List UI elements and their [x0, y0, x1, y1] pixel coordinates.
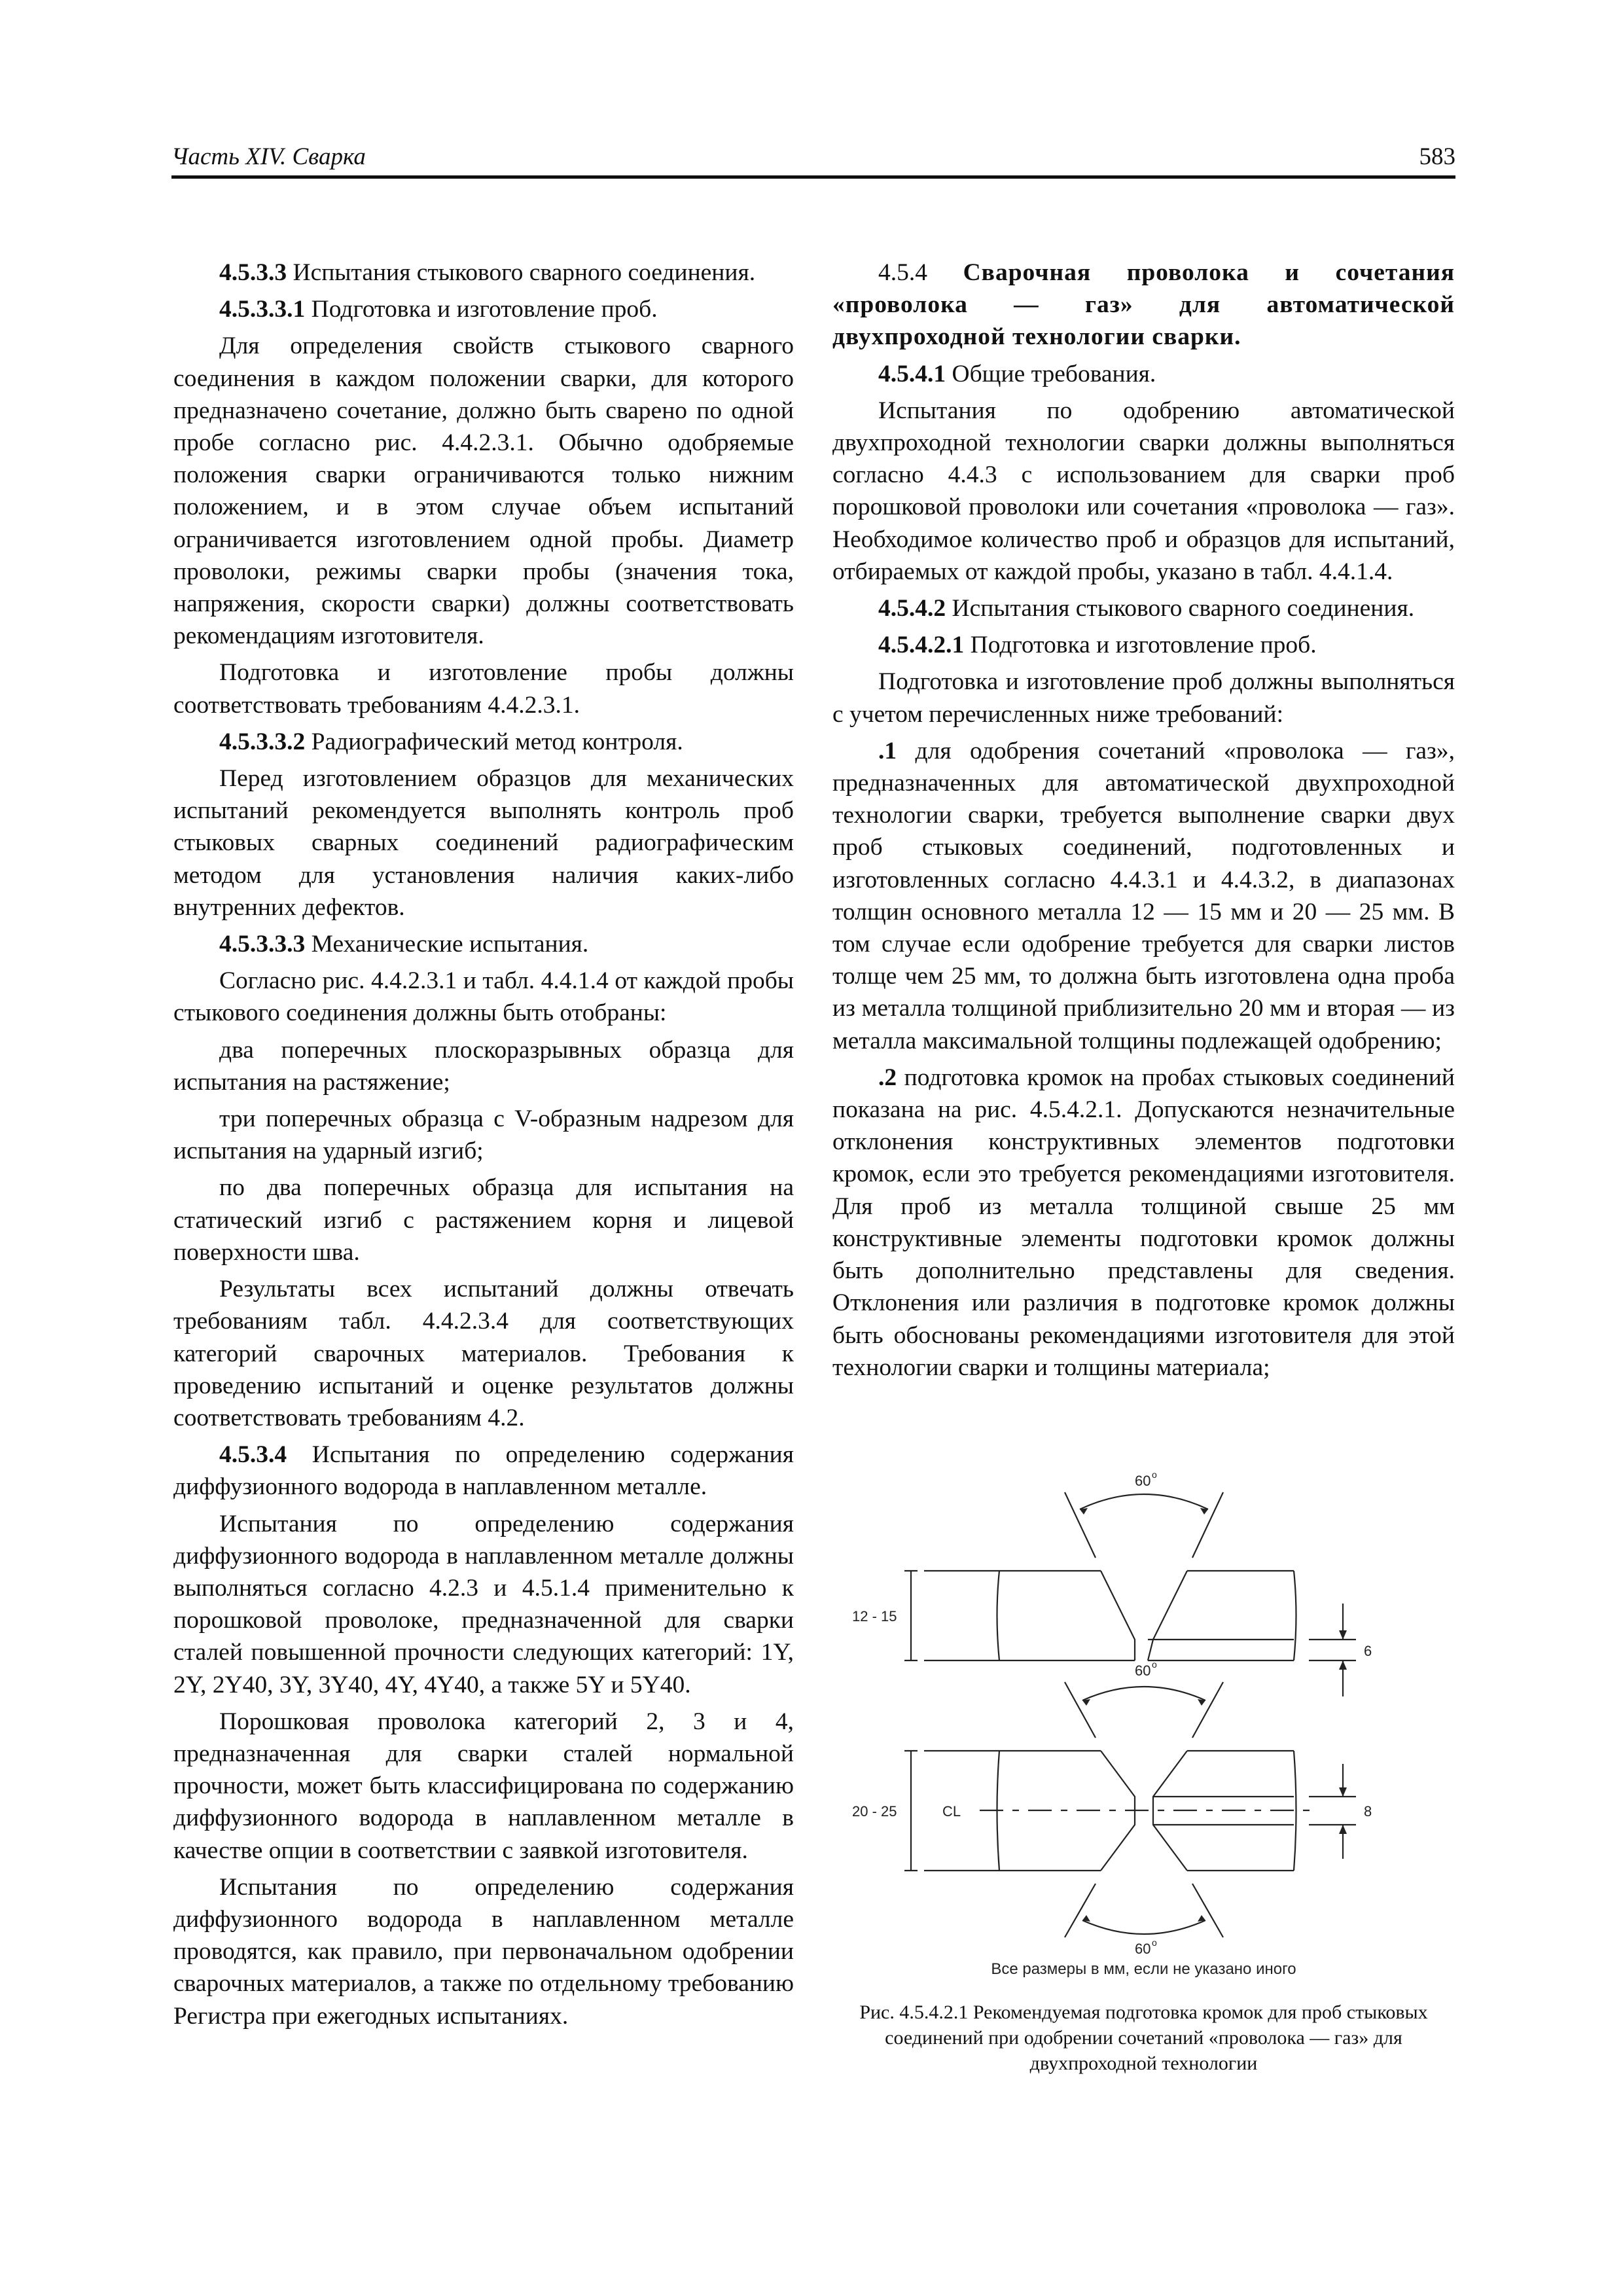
header-rule: [171, 175, 1455, 179]
arrowhead: [1339, 1660, 1347, 1670]
paragraph-text: по два поперечных образца для испытания на статический изгиб с растяжением корня и лицевой поверхности шва.: [173, 1174, 794, 1266]
paragraph: [173, 330, 794, 652]
paragraph: [173, 762, 794, 924]
paragraph: [173, 928, 794, 960]
bottom-upper-angle-extension-left: [1065, 1682, 1096, 1738]
paragraph: [173, 1172, 794, 1268]
paragraph-number: 4.5.4.2.1: [878, 632, 965, 659]
paragraph: [173, 1034, 794, 1098]
figure-caption: Рис. 4.5.4.2.1 Рекомендуемая подготовка кромок для проб стыковых соединений при одобрении сочетаний «проволока — газ» для двухпроходной технологии: [859, 2001, 1428, 2074]
paragraph: [832, 395, 1455, 588]
paragraph-number: .1: [878, 737, 897, 764]
paragraph: [832, 666, 1455, 730]
paragraph-text: Испытания по определению содержания диффузионного водорода в наплавленном металле проводятся, как правило, при первоначальном одобрении сварочных материалов, а также по отдельному требованию Регистра при ежегодных испытаниях.: [173, 1873, 794, 2030]
top-thickness-label: 12 - 15: [852, 1608, 897, 1624]
paragraph-number: 4.5.3.3: [219, 259, 287, 286]
bottom-root-face-label: 8: [1364, 1803, 1372, 1820]
paragraph-number: 4.5.3.3.3: [219, 931, 306, 958]
paragraph: [832, 592, 1455, 624]
page-header: [171, 143, 1455, 177]
bottom-lower-angle-degree: o: [1152, 1937, 1157, 1948]
paragraph: [173, 293, 794, 325]
bottom-upper-angle-degree: o: [1152, 1659, 1157, 1670]
bottom-lower-angle-extension-right: [1192, 1884, 1223, 1937]
paragraph: [173, 1706, 794, 1867]
paragraph-text: Согласно рис. 4.4.2.3.1 и табл. 4.4.1.4 от каждой пробы стыкового соединения должны быть отобраны:: [173, 967, 794, 1027]
bottom-upper-angle-extension-right: [1192, 1682, 1223, 1738]
bottom-upper-angle-label: 60: [1135, 1662, 1151, 1679]
paragraph-text: Подготовка и изготовление пробы должны соответствовать требованиям 4.4.2.3.1.: [173, 659, 794, 719]
right-column: [832, 257, 1455, 1388]
top-root-face-label: 6: [1364, 1643, 1372, 1659]
edge-preparation-diagram: [832, 1466, 1455, 1957]
paragraph-text: подготовка кромок на пробах стыковых соединений показана на рис. 4.5.4.2.1. Допускаются незначительные отклонения конструктивных элементов подготовки кромок, если это требуется рекомендациями изготовителя. Для проб из металла толщиной свыше 25 мм конструктивные элементы подготовки кромок должны быть дополнительно представлены для сведения. Отклонения или различия в подготовке кромок должны быть обоснованы рекомендациями изготовителя для этой технологии сварки и толщины материала;: [832, 1064, 1455, 1381]
arrowhead: [1339, 1630, 1347, 1640]
paragraph-number: 4.5.3.4: [219, 1441, 287, 1469]
paragraph: [832, 358, 1455, 390]
paragraph-text: Механические испытания.: [305, 931, 589, 958]
top-angle-extension-right: [1192, 1492, 1223, 1558]
arrowhead: [1339, 1825, 1347, 1834]
paragraph: [173, 1273, 794, 1434]
section-title: [832, 257, 1455, 353]
paragraph-text: Испытания стыкового сварного соединения.: [946, 595, 1415, 622]
top-angle-extension-left: [1065, 1492, 1096, 1558]
paragraph-text: Испытания по определению содержания диффузионного водорода в наплавленном металле.: [173, 1441, 794, 1501]
bottom-lower-angle-extension-left: [1065, 1884, 1096, 1937]
paragraph-number: .2: [878, 1064, 897, 1091]
paragraph-text: Подготовка и изготовление проб.: [964, 632, 1317, 659]
top-angle-degree: o: [1152, 1469, 1157, 1480]
figure-note: Все размеры в мм, если не указано иного: [991, 1960, 1296, 1978]
top-break-line-left: [997, 1571, 1000, 1660]
paragraph-text: Порошковая проволока категорий 2, 3 и 4, предназначенная для сварки сталей нормальной прочности, может быть классифицирована по содержанию диффузионного водорода в наплавленном металле в качестве опции в соответствии с заявкой изготовителя.: [173, 1708, 794, 1864]
top-angle-label: 60: [1135, 1473, 1151, 1489]
paragraph-text: Результаты всех испытаний должны отвечать требованиям табл. 4.4.2.3.4 для соответствующих категорий сварочных материалов. Требования к проведению испытаний и оценке результатов должны соответствовать требованиям 4.2.: [173, 1276, 794, 1431]
paragraph-text: Испытания стыкового сварного соединения.: [287, 259, 756, 286]
paragraph-number: 4.5.3.3.2: [219, 728, 306, 755]
paragraph: [173, 257, 794, 289]
top-plate-left-bevel: [1101, 1571, 1135, 1660]
page-number: 583: [1419, 143, 1455, 170]
paragraph: [173, 1103, 794, 1167]
bottom-break-line-right: [1294, 1751, 1296, 1871]
section-title-text: Сварочная проволока и сочетания «проволока — газ» для автоматической двухпроходной технологии сварки.: [832, 259, 1455, 351]
paragraph: [832, 1062, 1455, 1384]
paragraph: [173, 1439, 794, 1503]
bottom-lower-angle-arc: [1082, 1920, 1205, 1934]
paragraph-text: Испытания по одобрению автоматической двухпроходной технологии сварки должны выполняться согласно 4.4.3 с использованием для сварки проб порошковой проволоки или сочетания «проволока — газ». Необходимое количество проб и образцов для испытаний, отбираемых от каждой пробы, указано в табл. 4.4.1.4.: [832, 397, 1455, 585]
paragraph: [832, 735, 1455, 1057]
paragraph-number: 4.5.3.3.1: [219, 296, 306, 323]
centerline-label: CL: [942, 1803, 961, 1820]
top-angle-arc: [1080, 1494, 1208, 1509]
paragraph-number: 4.5.4.1: [878, 360, 946, 387]
paragraph-text: Радиографический метод контроля.: [305, 728, 683, 755]
paragraph-number: 4.5.4.2: [878, 595, 946, 622]
paragraph: [173, 965, 794, 1029]
paragraph-text: Перед изготовлением образцов для механических испытаний рекомендуется выполнять контроль проб стыковых сварных соединений радиографическим методом для установления наличия каких-либо внутренних дефектов.: [173, 765, 794, 921]
paragraph-text: Подготовка и изготовление проб.: [305, 296, 658, 323]
paragraph: [173, 726, 794, 758]
left-column: [173, 257, 794, 2037]
paragraph-text: два поперечных плоскоразрывных образца для испытания на растяжение;: [173, 1036, 794, 1096]
top-plate-right-bevel: [1148, 1571, 1187, 1660]
section-title-number: 4.5.4: [878, 259, 927, 286]
bottom-thickness-label: 20 - 25: [852, 1803, 897, 1820]
figure-edge-preparation: [832, 1466, 1455, 1990]
paragraph: [173, 656, 794, 721]
bottom-lower-angle-label: 60: [1135, 1941, 1151, 1957]
paragraph: [173, 1508, 794, 1701]
paragraph-text: Для определения свойств стыкового сварного соединения в каждом положении сварки, для которого предназначено сочетание, должно быть сварено по одной пробе согласно рис. 4.4.2.3.1. Обычно одобряемые положения сварки ограничиваются только нижним положением, и в этом случае объем испытаний ограничивается изготовлением одной пробы. Диаметр проволоки, режимы сварки пробы (значения тока, напряжения, скорости сварки) должны соответствовать рекомендациям изготовителя.: [173, 332, 794, 650]
right-paragraphs: [832, 358, 1455, 1384]
paragraph: [832, 629, 1455, 661]
paragraph-text: три поперечных образца с V-образным надрезом для испытания на ударный изгиб;: [173, 1105, 794, 1165]
paragraph-text: Подготовка и изготовление проб должны выполняться с учетом перечисленных ниже требований:: [832, 668, 1455, 728]
paragraph-text: для одобрения сочетаний «проволока — газ», предназначенных для автоматической двухпроходной технологии сварки, требуется выполнение сварки двух проб стыковых соединений, подготовленных и изготовленных согласно 4.4.3.1 и 4.4.3.2, в диапазонах толщин основного металла 12 — 15 мм и 20 — 25 мм. В том случае если одобрение требуется для сварки листов толще чем 25 мм, то должна быть изготовлена одна проба из металла толщиной приблизительно 20 мм и вторая — из металла максимальной толщины подлежащей одобрению;: [832, 737, 1455, 1054]
paragraph: [173, 1871, 794, 2032]
part-title: Часть XIV. Сварка: [171, 143, 366, 170]
bottom-upper-angle-arc: [1082, 1687, 1205, 1700]
top-break-line-right: [1294, 1571, 1296, 1660]
paragraph-text: Испытания по определению содержания диффузионного водорода в наплавленном металле должны выполняться согласно 4.2.3 и 4.5.1.4 применительно к порошковой проволоке, предназначенной для сварки сталей повышенной прочности следующих категорий: 1Y, 2Y, 2Y40, 3Y, 3Y40, 4Y, 4Y40, а также 5Y и 5Y40.: [173, 1510, 794, 1698]
arrowhead: [1339, 1787, 1347, 1797]
paragraph-text: Общие требования.: [946, 360, 1156, 387]
